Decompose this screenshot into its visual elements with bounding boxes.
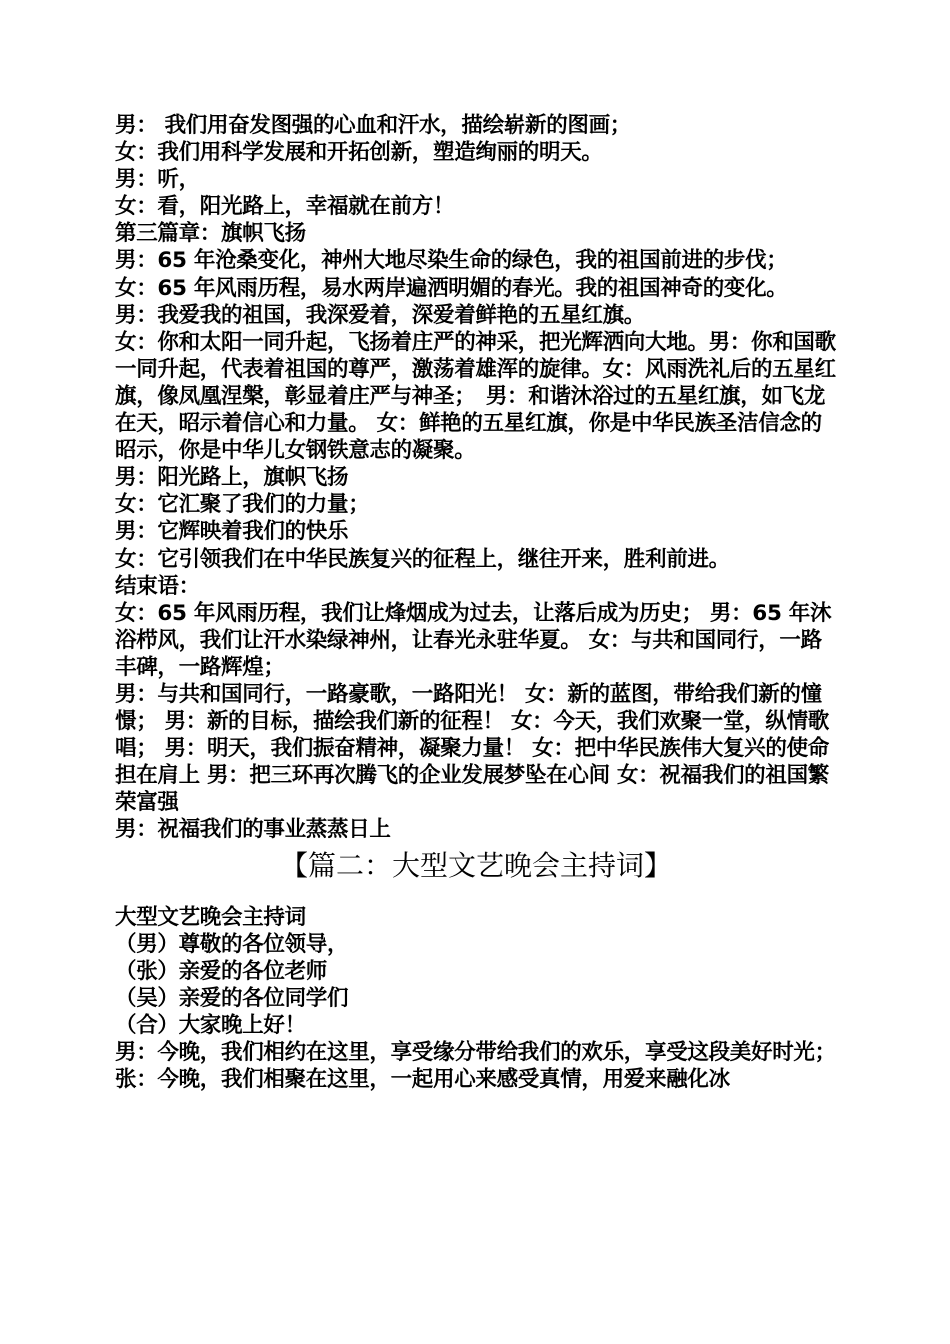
paragraph: 女：我们用科学发展和开拓创新，塑造绚丽的明天。 — [115, 140, 603, 166]
paragraph: 男：65 年沧桑变化，神州大地尽染生命的绿色，我的祖国前进的步伐； — [115, 248, 788, 274]
paragraph: 女：看，阳光路上，幸福就在前方！ — [115, 194, 455, 220]
paragraph: 男：我爱我的祖国，我深爱着，深爱着鲜艳的五星红旗。 — [115, 302, 646, 328]
paragraph: 男：它辉映着我们的快乐 — [115, 519, 349, 545]
paragraph: 男： 我们用奋发图强的心血和汗水，描绘崭新的图画； — [115, 113, 631, 138]
section-heading: 【篇二：大型文艺晚会主持词】 — [279, 848, 672, 882]
paragraph: 女：它引领我们在中华民族复兴的征程上，继往开来，胜利前进。 — [115, 546, 730, 572]
paragraph: 男：听， — [115, 167, 200, 193]
paragraph: 男：祝福我们的事业蒸蒸日上 — [115, 817, 391, 843]
paragraph: （张）亲爱的各位老师 — [115, 958, 328, 984]
paragraph: 男：阳光路上，旗帜飞扬 — [115, 465, 349, 491]
paragraph: （合）大家晚上好！ — [115, 1012, 306, 1038]
paragraph: 女：65 年风雨历程，易水两岸遍洒明媚的春光。我的祖国神奇的变化。 — [115, 275, 788, 301]
closing-title: 结束语： — [115, 573, 200, 599]
paragraph: 女：65 年风雨历程，我们让烽烟成为过去，让落后成为历史； 男：65 年沐浴栉风，我们让汗水染绿神州，让春光永驻华夏。 女：与共和国同行，一路丰碑，一路辉煌； — [115, 600, 832, 680]
paragraph: 男：今晚，我们相约在这里，享受缘分带给我们的欢乐，享受这段美好时光； — [115, 1040, 836, 1065]
paragraph: 女：你和太阳一同升起，飞扬着庄严的神采，把光辉洒向大地。男：你和国歌一同升起，代表着祖国的尊严，激荡着雄浑的旋律。女：风雨洗礼后的五星红旗，像凤凰涅槃，彰显着庄严与神圣； 男：和谐沐浴过的五星红旗，如飞龙在天，昭示着信心和力量。 女：鲜艳的五星红旗，你是中华民族圣洁信念的昭示，你是中华儿女钢铁意志的凝聚。 — [115, 329, 836, 464]
document-page — [115, 112, 837, 1093]
paragraph: （男）尊敬的各位领导， — [115, 931, 349, 957]
paragraph: 女：它汇聚了我们的力量； — [115, 492, 370, 518]
chapter-title: 第三篇章：旗帜飞扬 — [115, 221, 306, 247]
paragraph: 男：与共和国同行，一路豪歌，一路阳光！ 女：新的蓝图，带给我们新的憧憬； 男：新的目标，描绘我们新的征程！ 女：今天，我们欢聚一堂，纵情歌唱； 男：明天，我们振奋精神，凝聚力量！ 女：把中华民族伟大复兴的使命担在肩上 男：把三环再次腾飞的企业发展梦坠在心间 女：祝福我们的祖国繁荣富强 — [115, 681, 829, 816]
paragraph: （吴）亲爱的各位同学们 — [115, 985, 349, 1011]
document-title: 大型文艺晚会主持词 — [115, 904, 306, 930]
paragraph: 张：今晚，我们相聚在这里，一起用心来感受真情，用爱来融化冰 — [115, 1067, 730, 1093]
